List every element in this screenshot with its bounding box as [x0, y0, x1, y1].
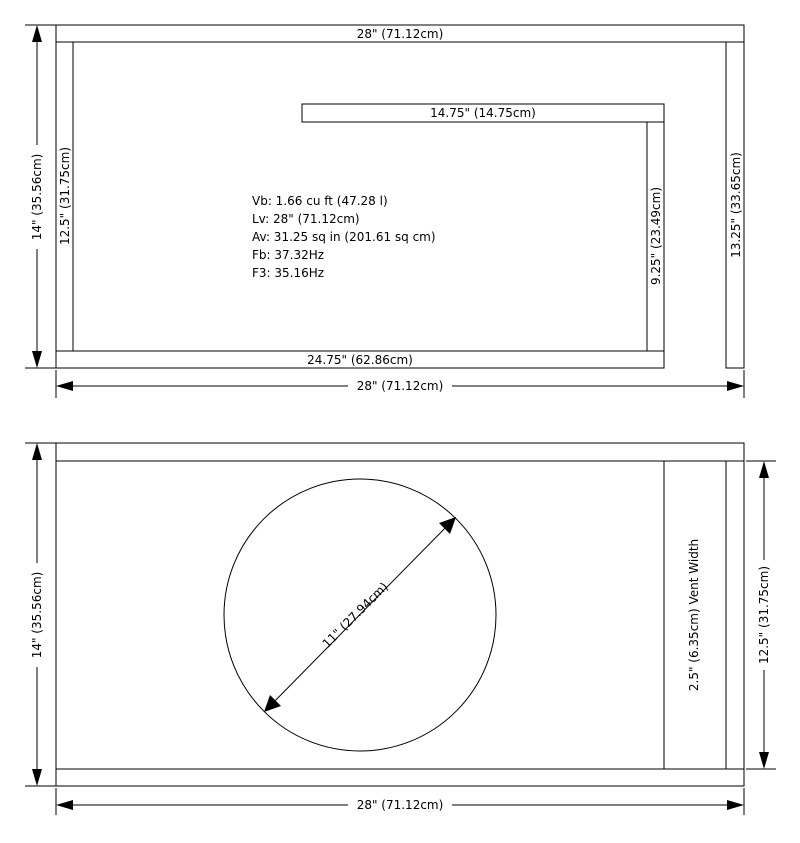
specs-block: [252, 194, 436, 280]
woofer-diameter-label: 11" (27.94cm): [319, 579, 391, 651]
top-width-label: 28" (71.12cm): [356, 379, 444, 393]
spec-f3: F3: 35.16Hz: [252, 266, 325, 280]
bottom-panel-label: 24.75" (62.86cm): [307, 353, 413, 367]
front-width-label: 28" (71.12cm): [356, 798, 444, 812]
woofer-diameter-dimension: [264, 517, 456, 712]
inner-vertical-label: 9.25" (23.49cm): [649, 186, 663, 286]
top-width-dimension: [56, 370, 744, 398]
top-height-label: 14" (35.56cm): [30, 153, 44, 241]
spec-fb: Fb: 37.32Hz: [252, 248, 325, 262]
top-panel-label: 28" (71.12cm): [356, 27, 444, 41]
front-width-dimension: [56, 788, 744, 815]
front-outer-box: [56, 443, 744, 786]
left-panel-label: 12.5" (31.75cm): [58, 146, 72, 246]
front-height-dimension: [25, 443, 56, 786]
spec-vb: Vb: 1.66 cu ft (47.28 l): [252, 194, 388, 208]
front-height-label: 14" (35.56cm): [30, 571, 44, 659]
spec-av: Av: 31.25 sq in (201.61 sq cm): [252, 230, 436, 244]
top-view: [25, 25, 744, 398]
top-height-dimension: [25, 25, 56, 368]
vent-width-label: 2.5" (6.35cm) Vent Width: [687, 538, 701, 692]
right-panel-label: 13.25" (33.65cm): [729, 152, 743, 258]
spec-lv: Lv: 28" (71.12cm): [252, 212, 360, 226]
front-view: [25, 443, 776, 815]
inner-horizontal-label: 14.75" (14.75cm): [430, 106, 536, 120]
front-inner-height-label: 12.5" (31.75cm): [757, 565, 771, 665]
front-inner-height-dimension: [746, 461, 776, 769]
